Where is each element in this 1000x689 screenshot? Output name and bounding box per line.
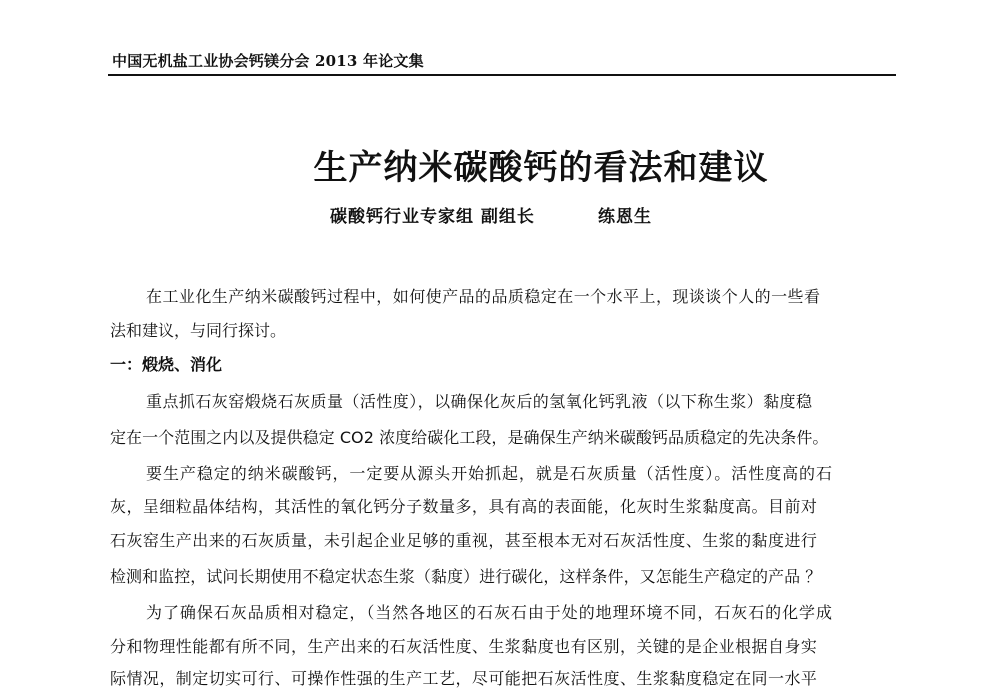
paragraph-3-line-3: 际情况，制定切实可行、可操作性强的生产工艺，尽可能把石灰活性度、生浆黏度稳定在同一水平 <box>110 669 818 688</box>
header-rule <box>108 74 896 76</box>
intro-line-1: 在工业化生产纳米碳酸钙过程中，如何使产品的品质稳定在一个水平上，现谈谈个人的一些看 <box>146 287 821 306</box>
author-affiliation: 碳酸钙行业专家组 副组长 <box>330 207 535 227</box>
paragraph-2-line-4: 检测和监控，试问长期使用不稳定状态生浆（黏度）进行碳化，这样条件，又怎能生产稳定的产品 ？ <box>110 567 822 586</box>
paragraph-3-line-2: 分和物理性能都有所不同，生产出来的石灰活性度、生浆黏度也有区别，关键的是企业根据自身实 <box>110 637 818 656</box>
paragraph-3-line-1: 为了确保石灰品质相对稳定，（当然各地区的石灰石由于处的地理环境不同，石灰石的化学成 <box>146 603 833 622</box>
paragraph-1-line-2: 定在一个范围之内以及提供稳定 CO2 浓度给碳化工段，是确保生产纳米碳酸钙品质稳定的先决条件。 <box>110 428 829 447</box>
paragraph-2-line-1: 要生产稳定的纳米碳酸钙，一定要从源头开始抓起，就是石灰质量（活性度）。活性度高的石 <box>146 464 833 483</box>
author-name: 练恩生 <box>598 207 652 227</box>
intro-line-2: 法和建议，与同行探讨。 <box>110 321 287 340</box>
paragraph-2-line-3: 石灰窑生产出来的石灰质量，未引起企业足够的重视，甚至根本无对石灰活性度、生浆的黏度进行 <box>110 531 818 550</box>
article-title: 生产纳米碳酸钙的看法和建议 <box>313 148 769 188</box>
running-header: 中国无机盐工业协会钙镁分会 2013 年论文集 <box>112 52 424 70</box>
paragraph-1-line-1: 重点抓石灰窑煅烧石灰质量（活性度），以确保化灰后的氢氧化钙乳液（以下称生浆）黏度稳 <box>146 392 813 411</box>
paragraph-2-line-2: 灰，呈细粒晶体结构，其活性的氧化钙分子数量多，具有高的表面能，化灰时生浆黏度高。目前对 <box>110 497 818 516</box>
section-heading-1: 一：煅烧、消化 <box>110 355 223 374</box>
